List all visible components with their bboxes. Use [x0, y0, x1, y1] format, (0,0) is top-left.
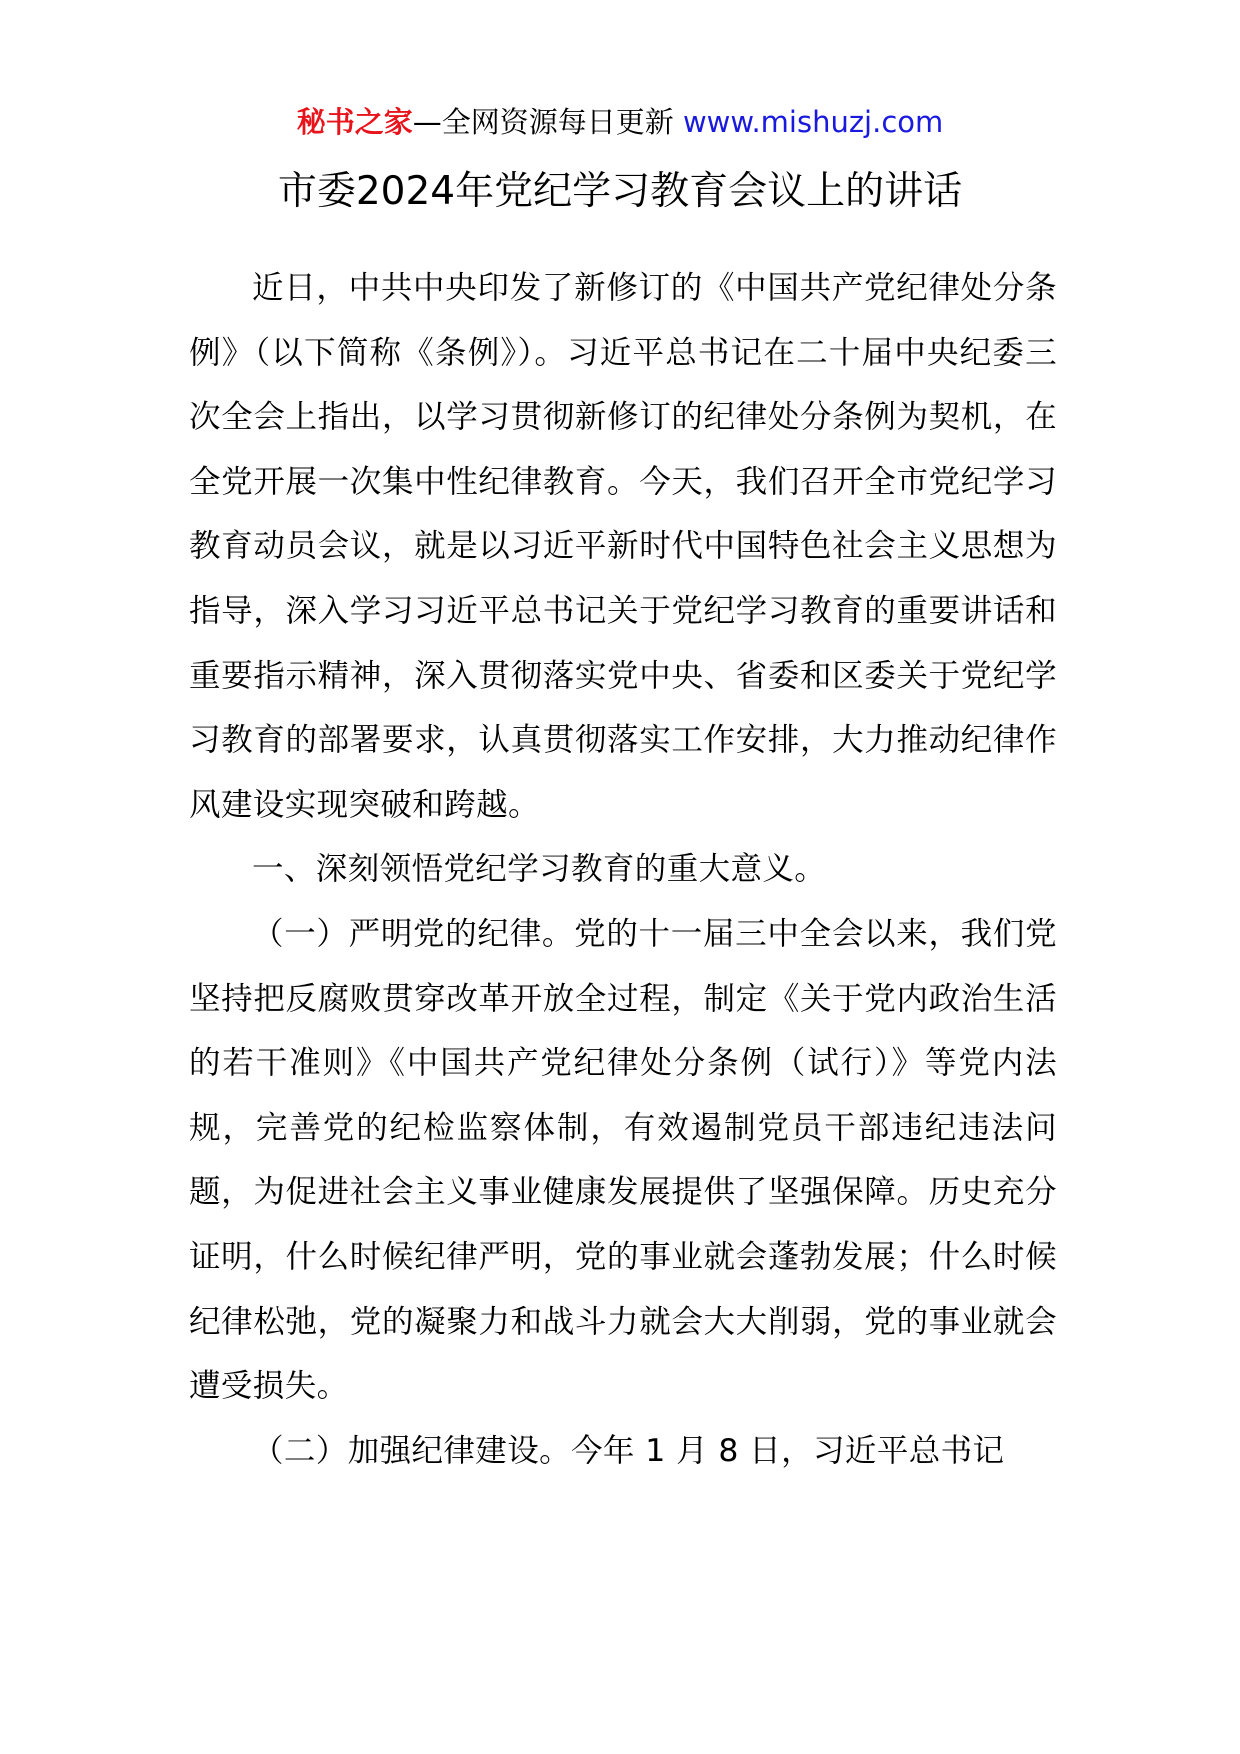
document-title: 市委2024年党纪学习教育会议上的讲话 [277, 169, 963, 214]
brand-name: 秘书之家 [296, 105, 413, 139]
document-body [189, 256, 1057, 1483]
body-paragraph-discipline: （一）严明党的纪律。党的十一届三中全会以来，我们党坚持把反腐败贯穿改革开放全过程，制定《关于党内政治生活的若干准则》《中国共产党纪律处分条例（试行）》等党内法规，完善党的纪检监察体制，有效遏制党员干部违纪违法问题，为促进社会主义事业健康发展提供了坚强保障。历史充分证明，什么时候纪律严明，党的事业就会蓬勃发展；什么时候纪律松弛，党的凝聚力和战斗力就会大大削弱，党的事业就会遭受损失。 [189, 915, 1057, 1405]
section-heading: 一、深刻领悟党纪学习教育的重大意义。 [252, 851, 827, 888]
body-paragraph-construction: （二）加强纪律建设。今年 1 月 8 日，习近平总书记 [252, 1432, 1005, 1469]
site-url-link[interactable]: www.mishuzj.com [682, 105, 944, 139]
body-paragraph-intro: 近日，中共中央印发了新修订的《中国共产党纪律处分条例》（以下简称《条例》）。习近平总书记在二十届中央纪委三次全会上指出，以学习贯彻新修订的纪律处分条例为契机，在全党开展一次集中性纪律教育。今天，我们召开全市党纪学习教育动员会议，就是以习近平新时代中国特色社会主义思想为指导，深入学习习近平总书记关于党纪学习教育的重要讲话和重要指示精神，深入贯彻落实党中央、省委和区委关于党纪学习教育的部署要求，认真贯彻落实工作安排，大力推动纪律作风建设实现突破和跨越。 [189, 270, 1057, 823]
banner-tagline: —全网资源每日更新 [412, 105, 674, 139]
site-banner [0, 100, 1240, 144]
